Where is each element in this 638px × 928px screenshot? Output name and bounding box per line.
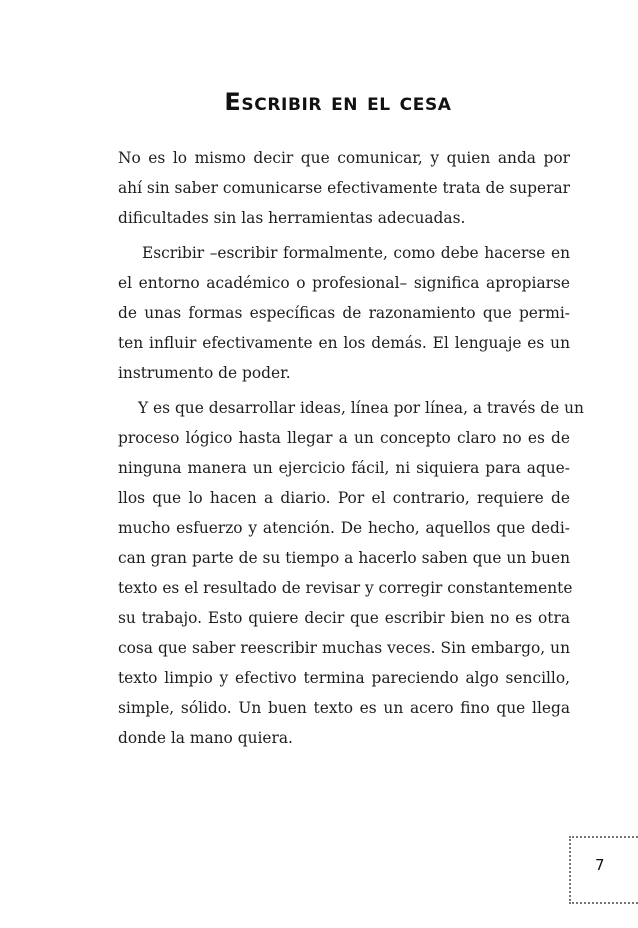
text-line: can gran parte de su tiempo a hacerlo saben que un buen [118, 549, 570, 567]
text-line: mucho esfuerzo y atención. De hecho, aquellos que dedi- [118, 519, 570, 537]
body-text [118, 143, 584, 753]
text-line: Y es que desarrollar ideas, línea por línea, a través de un [138, 399, 584, 417]
text-line: ten influir efectivamente en los demás. El lenguaje es un [118, 334, 570, 352]
paragraph-1 [118, 143, 570, 233]
text-line: proceso lógico hasta llegar a un concepto claro no es de [118, 429, 570, 447]
paragraph-2 [118, 238, 570, 388]
text-line: texto es el resultado de revisar y corregir constantemente [118, 579, 573, 597]
text-line: instrumento de poder. [118, 364, 291, 382]
text-line: cosa que saber reescribir muchas veces. Sin embargo, un [118, 639, 570, 657]
text-line: Escribir –escribir formalmente, como debe hacerse en [142, 244, 570, 262]
text-line: simple, sólido. Un buen texto es un acero fino que llega [118, 699, 570, 717]
paragraph-3 [118, 393, 584, 753]
text-line: dificultades sin las herramientas adecuadas. [118, 209, 466, 227]
text-line: llos que lo hacen a diario. Por el contrario, requiere de [118, 489, 570, 507]
text-line: ninguna manera un ejercicio fácil, ni siquiera para aque- [118, 459, 570, 477]
text-line: de unas formas específicas de razonamiento que permi- [118, 304, 570, 322]
text-line: texto limpio y efectivo termina pareciendo algo sencillo, [118, 669, 570, 687]
text-line: ahí sin saber comunicarse efectivamente trata de superar [118, 179, 570, 197]
text-line: el entorno académico o profesional– significa apropiarse [118, 274, 570, 292]
text-line: donde la mano quiera. [118, 729, 293, 747]
chapter-title: Escribir en el cesa [224, 88, 452, 116]
text-line: No es lo mismo decir que comunicar, y quien anda por [118, 149, 570, 167]
page-number: 7 [595, 856, 605, 874]
text-line: su trabajo. Esto quiere decir que escribir bien no es otra [118, 609, 570, 627]
